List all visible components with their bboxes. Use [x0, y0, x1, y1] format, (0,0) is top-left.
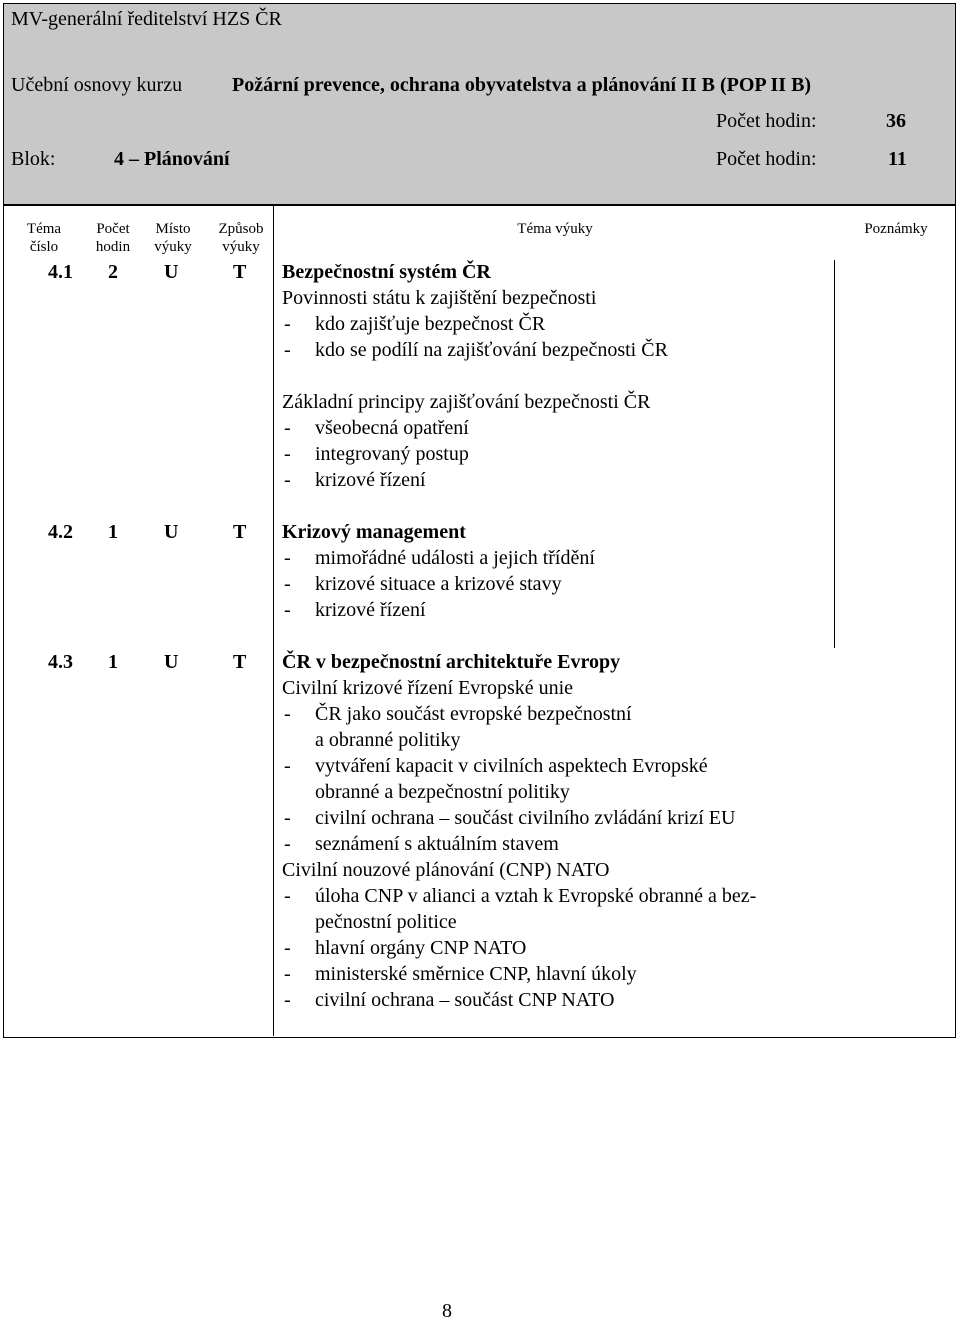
row-topic-number: 4.1 [48, 261, 73, 283]
document-header [3, 3, 956, 204]
list-item: - kdo zajišťuje bezpečnost ČR [282, 311, 668, 337]
list-item-continuation: a obranné politiky [315, 729, 461, 751]
list-item: - všeobecná opatření [282, 415, 668, 441]
row-topic-number: 4.3 [48, 651, 73, 673]
topic-subheading: Základní principy zajišťování bezpečnosti ČR [282, 391, 651, 413]
page-number: 8 [442, 1300, 452, 1322]
row-hours: 1 [108, 651, 118, 673]
col-header-notes: Poznámky [864, 221, 928, 237]
list-item: - hlavní orgány CNP NATO [282, 935, 756, 961]
column-divider [273, 206, 274, 1036]
topic-title: Krizový management [282, 521, 466, 543]
list-item: - ministerské směrnice CNP, hlavní úkoly [282, 961, 756, 987]
organization-name: MV-generální ředitelství HZS ČR [11, 8, 282, 30]
total-hours-label: Počet hodin: [716, 110, 817, 132]
row-method: T [233, 521, 247, 543]
column-divider [834, 260, 835, 648]
list-item: - mimořádné události a jejich třídění [282, 545, 595, 571]
topic-subheading: Civilní nouzové plánování (CNP) NATO [282, 859, 610, 881]
block-title: 4 – Plánování [114, 148, 230, 170]
syllabus-label: Učební osnovy kurzu [11, 74, 183, 96]
total-hours-value: 36 [886, 110, 906, 132]
row-hours: 2 [108, 261, 118, 283]
list-item: - ČR jako součást evropské bezpečnostní [282, 701, 756, 727]
col-header-hours: Počet hodin [95, 221, 131, 255]
row-hours: 1 [108, 521, 118, 543]
topic-subheading: Povinnosti státu k zajištění bezpečnosti [282, 287, 597, 309]
list-item: - seznámení s aktuálním stavem [282, 831, 756, 857]
col-header-topic-no: Téma číslo [26, 221, 62, 255]
col-header-place: Místo výuky [154, 221, 192, 255]
topic-title: ČR v bezpečnostní architektuře Evropy [282, 651, 621, 673]
block-label: Blok: [11, 148, 56, 170]
row-topic-number: 4.2 [48, 521, 73, 543]
topic-subheading: Civilní krizové řízení Evropské unie [282, 677, 574, 699]
col-header-topic: Téma výuky [517, 221, 593, 237]
list-item: - kdo se podílí na zajišťování bezpečnosti ČR [282, 337, 668, 363]
row-topic-content [282, 259, 668, 493]
list-item: - úloha CNP v alianci a vztah k Evropské obranné a bez- [282, 883, 756, 909]
list-item: - civilní ochrana – součást civilního zvládání krizí EU [282, 805, 756, 831]
block-hours-value: 11 [888, 148, 907, 170]
row-method: T [233, 261, 247, 283]
block-hours-label: Počet hodin: [716, 148, 817, 170]
course-title: Požární prevence, ochrana obyvatelstva a plánování II B (POP II B) [232, 74, 812, 96]
list-item: - integrovaný postup [282, 441, 668, 467]
list-item: - krizové řízení [282, 597, 595, 623]
col-header-method: Způsob výuky [218, 221, 264, 255]
topic-title: Bezpečnostní systém ČR [282, 261, 491, 283]
list-item-continuation: pečnostní politice [315, 911, 457, 933]
list-item-continuation: obranné a bezpečnostní politiky [315, 781, 570, 803]
row-place: U [164, 261, 179, 283]
list-item: - krizové řízení [282, 467, 668, 493]
row-method: T [233, 651, 247, 673]
list-item: - vytváření kapacit v civilních aspektech Evropské [282, 753, 756, 779]
row-place: U [164, 521, 179, 543]
row-topic-content [282, 519, 595, 623]
list-item: - civilní ochrana – součást CNP NATO [282, 987, 756, 1013]
row-topic-content [282, 649, 756, 1013]
row-place: U [164, 651, 179, 673]
list-item: - krizové situace a krizové stavy [282, 571, 595, 597]
